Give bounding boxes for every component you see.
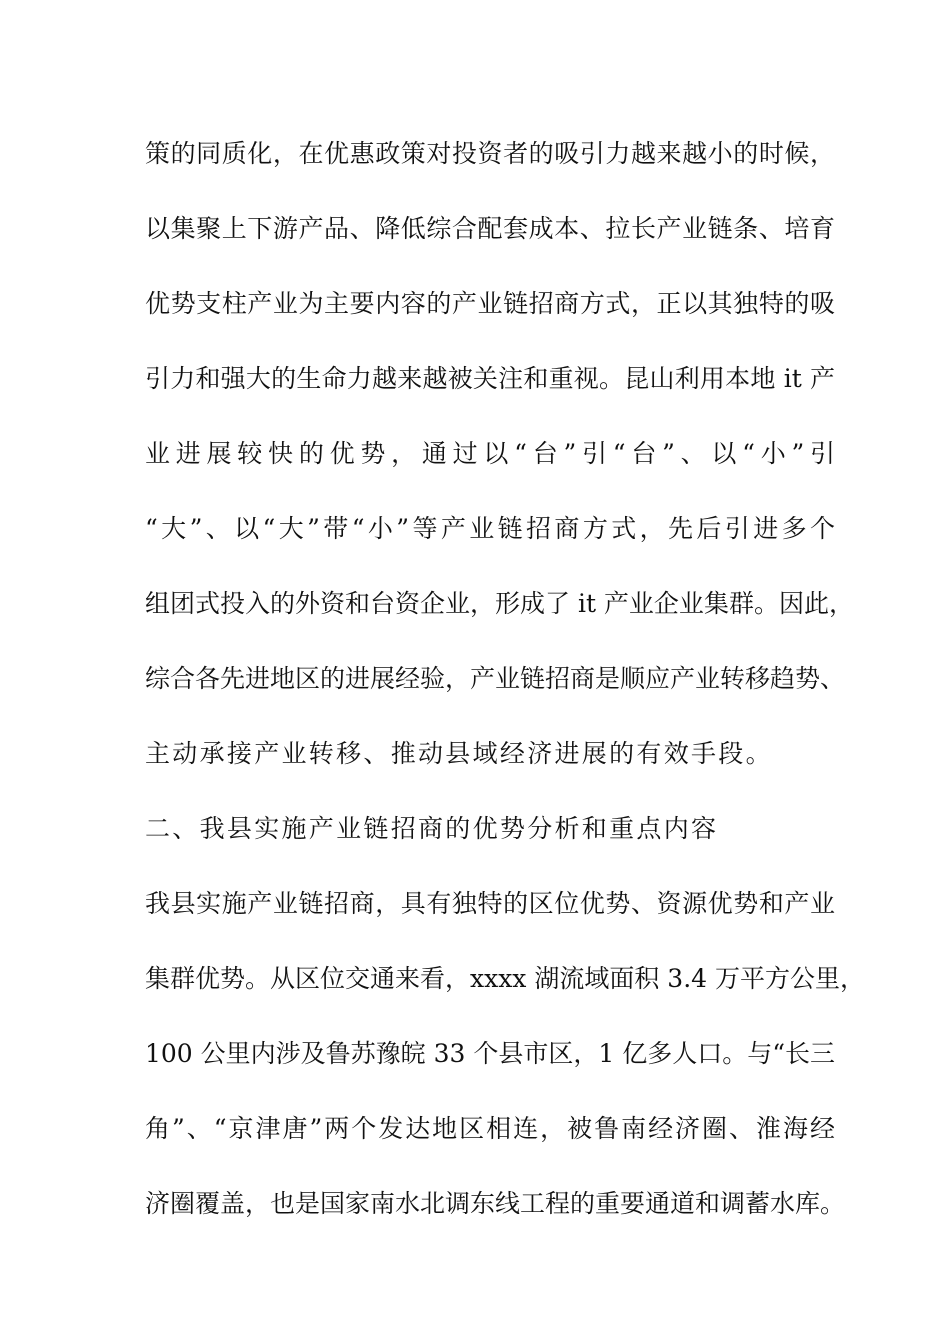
text-line: “大”、以“大”带“小”等产业链招商方式，先后引进多个 (145, 514, 835, 543)
text-line: 角”、“京津唐”两个发达地区相连，被鲁南经济圈、淮海经 (145, 1114, 835, 1143)
section-heading: 二、我县实施产业链招商的优势分析和重点内容 (145, 814, 719, 843)
text-line: 100 公里内涉及鲁苏豫皖 33 个县市区，1 亿多人口。与“长三 (145, 1039, 836, 1068)
body-text (145, 131, 865, 1256)
text-line: 以集聚上下游产品、降低综合配套成本、拉长产业链条、培育 (145, 214, 835, 243)
text-line: 引力和强大的生命力越来越被关注和重视。昆山利用本地 it 产 (145, 364, 835, 393)
text-line: 综合各先进地区的进展经验，产业链招商是顺应产业转移趋势、 (145, 664, 846, 693)
text-line: 优势支柱产业为主要内容的产业链招商方式，正以其独特的吸 (145, 289, 835, 318)
text-line: 组团式投入的外资和台资企业，形成了 it 产业企业集群。因此， (145, 589, 854, 618)
text-line: 我县实施产业链招商，具有独特的区位优势、资源优势和产业 (145, 889, 835, 918)
text-line: 策的同质化，在优惠政策对投资者的吸引力越来越小的时候， (145, 139, 835, 168)
text-line: 集群优势。从区位交通来看，xxxx 湖流域面积 3.4 万平方公里， (145, 964, 865, 993)
text-line: 济圈覆盖，也是国家南水北调东线工程的重要通道和调蓄水库。 (145, 1189, 846, 1218)
text-line: 主动承接产业转移、推动县域经济进展的有效手段。 (145, 739, 773, 768)
text-line: 业进展较快的优势，通过以“台”引“台”、以“小”引 (145, 439, 835, 468)
